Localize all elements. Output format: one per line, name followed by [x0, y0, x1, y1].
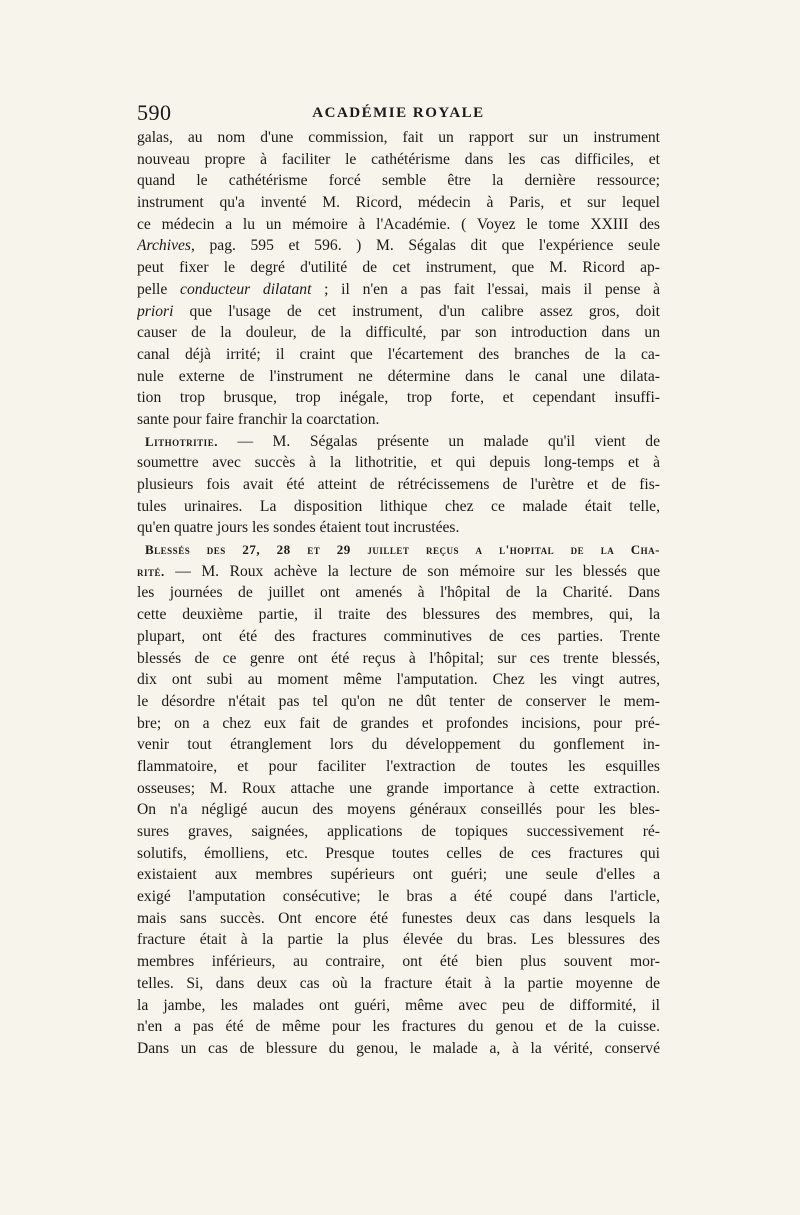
- running-title: ACADÉMIE ROYALE: [312, 105, 485, 121]
- text-line: fracture était à la partie la plus élevée du bras. Les blessures des: [137, 931, 660, 949]
- text-line: nouveau propre à faciliter le cathétérisme dans les cas difficiles, et: [137, 150, 660, 168]
- text-line: rité. — M. Roux achève la lecture de son mémoire sur les blessés que: [137, 562, 660, 580]
- text-line: osseuses; M. Roux attache une grande importance à cette extraction.: [137, 779, 660, 797]
- text-line: plusieurs fois avait été atteint de rétrécissemens de l'urètre et de fis-: [137, 476, 660, 493]
- text-line: peut fixer le degré d'utilité de cet instrument, que M. Ricord ap-: [137, 259, 660, 277]
- text-line: qu'en quatre jours les sondes étaient tout incrustées.: [137, 519, 460, 537]
- text-line: plupart, ont été des fractures comminutives de ces parties. Trente: [137, 627, 660, 645]
- text-line: solutifs, émolliens, etc. Presque toutes celles de ces fractures qui: [137, 844, 660, 862]
- text-line: canal déjà irrité; il craint que l'écartement des branches de la ca-: [137, 345, 660, 363]
- text-line: les journées de juillet ont amenés à l'hôpital de la Charité. Dans: [137, 584, 660, 602]
- text-line: n'en a pas été de même pour les fractures du genou et de la cuisse.: [137, 1018, 660, 1036]
- section-heading: Blessés des 27, 28 et 29 juillet reçus a l'hopital de la Cha-: [145, 542, 660, 558]
- text-line: pelle conducteur dilatant ; il n'en a pas fait l'essai, mais il pense à: [137, 280, 660, 298]
- italic-text: conducteur dilatant: [180, 280, 312, 298]
- text-line: la jambe, les malades ont guéri, même avec peu de difformité, il: [137, 996, 660, 1014]
- text-line: le désordre n'était pas tel qu'on ne dût tenter de conserver le mem-: [137, 692, 660, 710]
- text-line: telles. Si, dans deux cas où la fracture était à la partie moyenne de: [137, 974, 660, 992]
- text-line: mais sans succès. Ont encore été funestes deux cas dans lesquels la: [137, 909, 660, 927]
- text-line: dix ont subi au moment même l'amputation. Chez les vingt autres,: [137, 671, 660, 689]
- body-text: [137, 127, 660, 1060]
- text-line: galas, au nom d'une commission, fait un rapport sur un instrument: [137, 129, 660, 146]
- section-heading: Lithotritie.: [145, 433, 218, 449]
- page-header: [137, 100, 660, 126]
- text-line: soumettre avec succès à la lithotritie, et qui depuis long-temps et à: [137, 454, 660, 472]
- text-line: quand le cathétérisme forcé semble être la dernière ressource;: [137, 172, 660, 190]
- text-line: tules urinaires. La disposition lithique chez ce malade était telle,: [137, 497, 660, 515]
- text-line: nule externe de l'instrument ne détermine dans le canal une dilata-: [137, 367, 660, 385]
- text-line: bre; on a chez eux fait de grandes et profondes incisions, pour pré-: [137, 714, 660, 732]
- text-line: On n'a négligé aucun des moyens généraux conseillés pour les bles-: [137, 801, 660, 819]
- text-line: [137, 539, 660, 561]
- text-line: blessés de ce genre ont été reçus à l'hôpital; sur ces trente blessés,: [137, 649, 660, 667]
- text-line: membres inférieurs, au contraire, ont été bien plus souvent mor-: [137, 953, 660, 971]
- text-line: Dans un cas de blessure du genou, le malade a, à la vérité, conservé: [137, 1039, 660, 1057]
- text-line: Lithotritie. — M. Ségalas présente un malade qu'il vient de: [145, 432, 660, 450]
- text-line: sures graves, saignées, applications de topiques successivement ré-: [137, 823, 660, 840]
- text-line: existaient aux membres supérieurs ont guéri; une seule d'elles a: [137, 866, 660, 884]
- page-number: 590: [137, 100, 172, 125]
- text-line: causer de la douleur, de la difficulté, par son introduction dans un: [137, 324, 660, 342]
- text-line: sante pour faire franchir la coarctation.: [137, 410, 380, 428]
- text-line: exigé l'amputation consécutive; le bras a été coupé dans l'article,: [137, 888, 660, 906]
- text-line: flammatoire, et pour faciliter l'extraction de toutes les esquilles: [137, 757, 660, 775]
- text-line: instrument qu'a inventé M. Ricord, médecin à Paris, et sur lequel: [137, 194, 660, 212]
- italic-text: Archives: [137, 237, 191, 255]
- text-line: priori que l'usage de cet instrument, d'un calibre assez gros, doit: [137, 302, 660, 320]
- section-heading: rité.: [137, 563, 165, 579]
- italic-text: priori: [137, 302, 174, 320]
- text-line: venir tout étranglement lors du développement du gonflement in-: [137, 736, 660, 754]
- text-line: ce médecin a lu un mémoire à l'Académie. ( Voyez le tome XXIII des: [137, 215, 660, 233]
- text-line: Archives, pag. 595 et 596. ) M. Ségalas dit que l'expérience seule: [137, 237, 660, 255]
- text-line: cette deuxième partie, il traite des blessures des membres, qui, la: [137, 606, 660, 624]
- text-line: tion trop brusque, trop inégale, trop forte, et cependant insuffi-: [137, 389, 660, 407]
